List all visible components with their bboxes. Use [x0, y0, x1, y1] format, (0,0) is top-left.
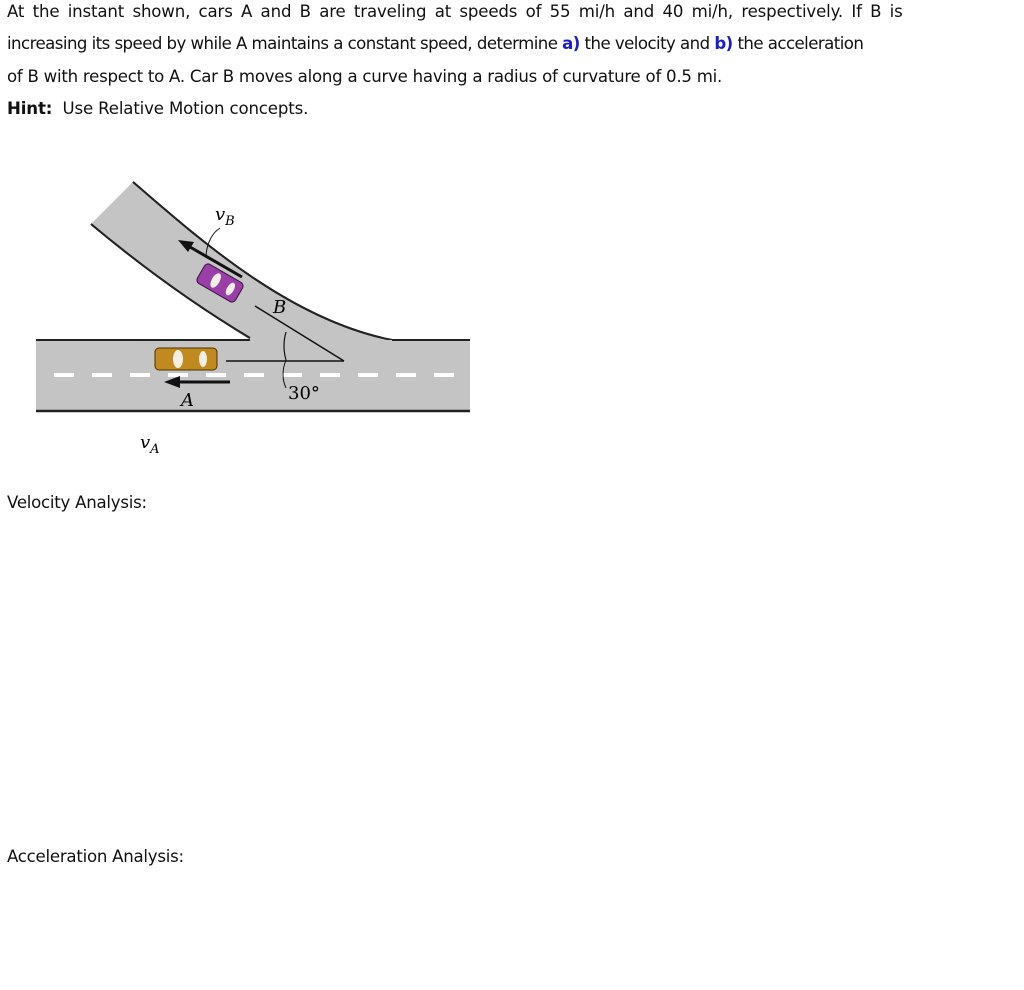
- label-vA: $v_A$: [140, 432, 160, 457]
- problem-line-2: [7, 34, 863, 53]
- velocity-analysis-heading: Velocity Analysis:: [7, 493, 147, 512]
- problem-line-2-post: the acceleration: [732, 34, 864, 53]
- label-B: B: [273, 297, 287, 318]
- label-A: A: [181, 390, 194, 411]
- problem-line-3: of B with respect to A. Car B moves along a curve having a radius of curvature of 0.5 mi.: [7, 67, 723, 86]
- car-a: [155, 348, 217, 370]
- part-a-marker: a): [562, 34, 580, 53]
- hint: [7, 99, 308, 118]
- problem-line-2-pre: increasing its speed by while A maintains a constant speed, determine: [7, 34, 563, 53]
- problem-line-2-mid: the velocity and: [579, 34, 715, 53]
- angle-label: 30°: [288, 383, 320, 404]
- acceleration-analysis-heading: Acceleration Analysis:: [7, 847, 184, 866]
- problem-line-1: At the instant shown, cars A and B are traveling at speeds of 55 mi/h and 40 mi/h, respectively. If B is: [7, 2, 903, 21]
- part-b-marker: b): [714, 34, 733, 53]
- label-vB: $v_B$: [215, 204, 235, 229]
- hint-text: Use Relative Motion concepts.: [52, 99, 309, 118]
- hint-label: Hint:: [7, 99, 53, 118]
- road-diagram: [30, 170, 480, 470]
